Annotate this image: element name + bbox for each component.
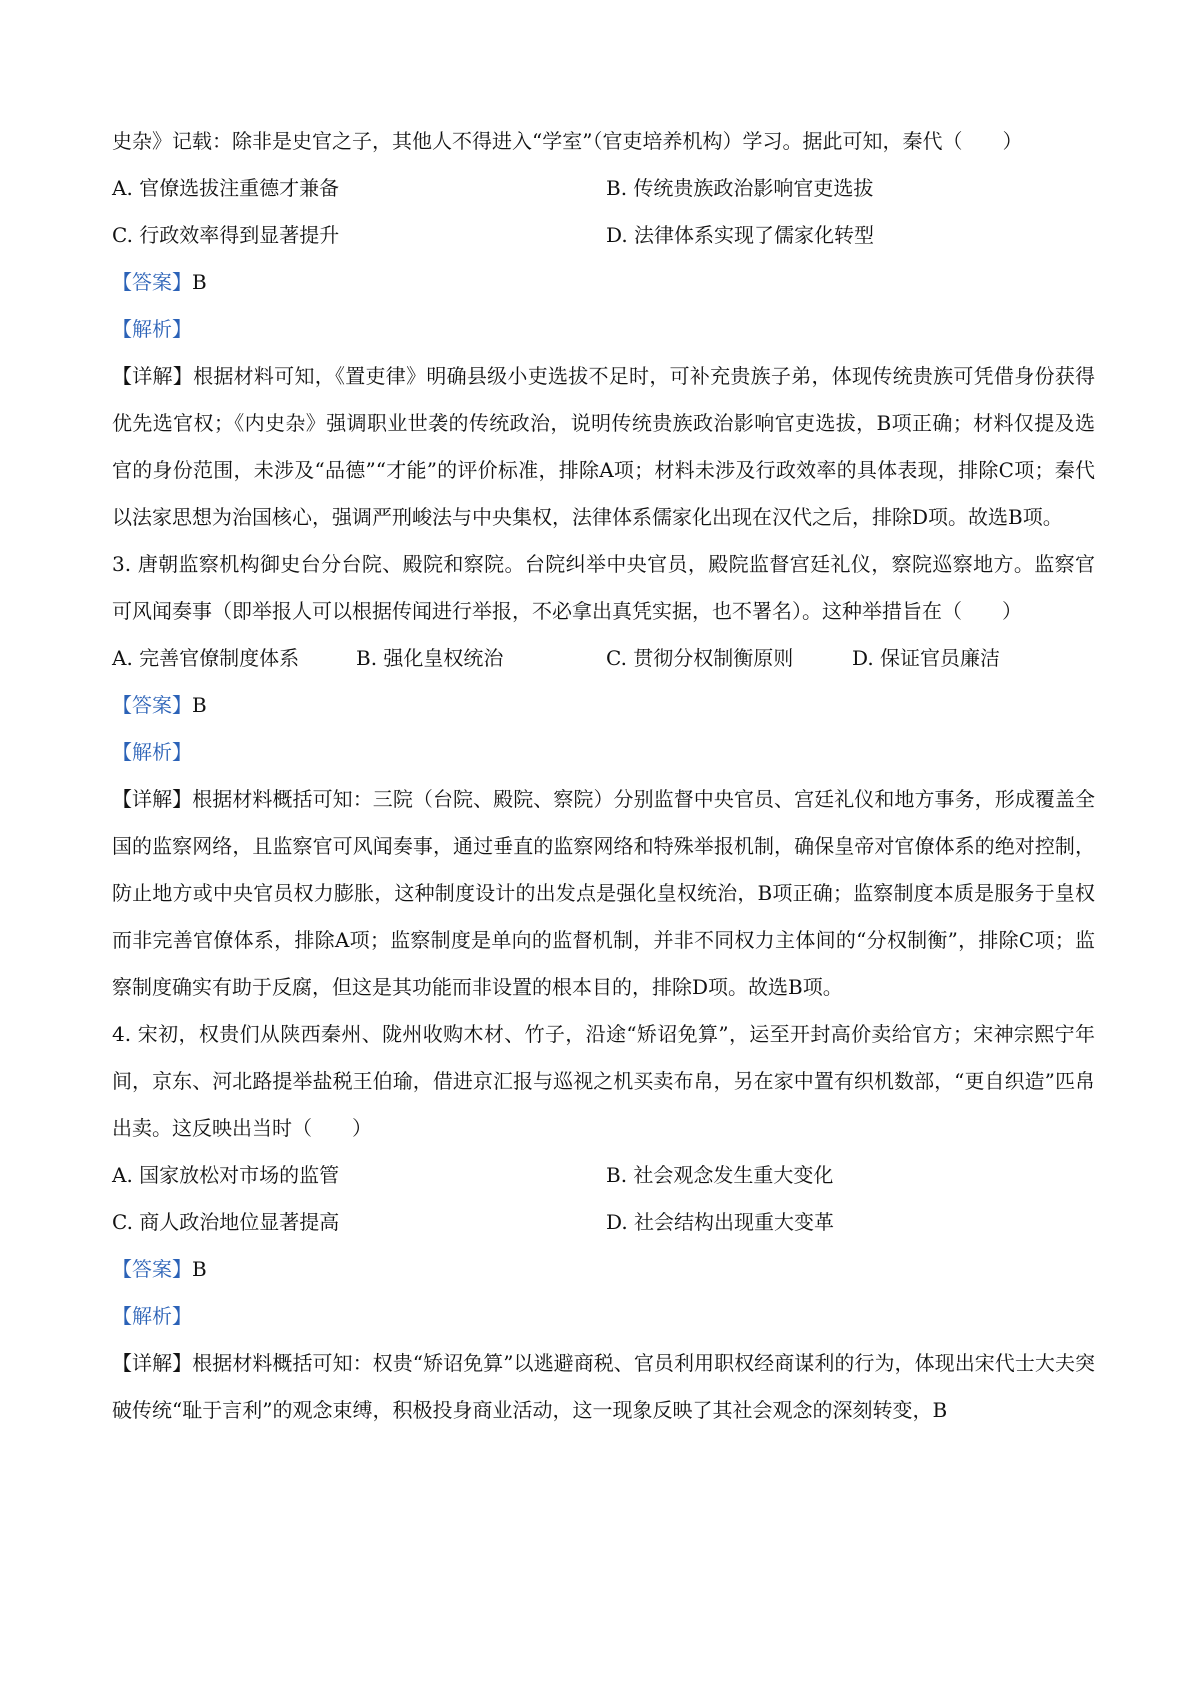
q3-answer-label: 【答案】 [112, 693, 192, 717]
q4-stem: 4. 宋初，权贵们从陕西秦州、陇州收购木材、竹子，沿途“矫诏免算”，运至开封高价卖给官方；宋神宗熙宁年间，京东、河北路提举盐税王伯瑜，借进京汇报与巡视之机买卖布帛，另在家中置有织机数部，“更自织造”匹帛出卖。这反映出当时（ ） [112, 1022, 1095, 1140]
q4-answer-label: 【答案】 [112, 1257, 192, 1281]
q3-analysis-label: 【解析】 [112, 740, 192, 764]
q3-analysis [112, 729, 1095, 776]
q4-analysis-label: 【解析】 [112, 1304, 192, 1328]
q4-option-c: C. 商人政治地位显著提高 [112, 1210, 340, 1234]
q2-options-row-1 [112, 165, 1095, 212]
q2-option-c: C. 行政效率得到显著提升 [112, 223, 340, 247]
document-content [112, 118, 1095, 1434]
q3-detail-text: 根据材料概括可知：三院（台院、殿院、察院）分别监督中央官员、宫廷礼仪和地方事务，形成覆盖全国的监察网络，且监察官可风闻奏事，通过垂直的监察网络和特殊举报机制，确保皇帝对官僚体系的绝对控制，防止地方或中央官员权力膨胀，这种制度设计的出发点是强化皇权统治，B项正确；监察制度本质是服务于皇权而非完善官僚体系，排除A项；监察制度是单向的监督机制，并非不同权力主体间的“分权制衡”，排除C项；监察制度确实有助于反腐，但这是其功能而非设置的根本目的，排除D项。故选B项。 [112, 787, 1095, 999]
q3-answer [112, 682, 1095, 729]
q3-options-row [112, 635, 1095, 682]
q3-stem: 3. 唐朝监察机构御史台分台院、殿院和察院。台院纠举中央官员，殿院监督宫廷礼仪，察院巡察地方。监察官可风闻奏事（即举报人可以根据传闻进行举报，不必拿出真凭实据，也不署名）。这种举措旨在（ ） [112, 552, 1095, 623]
q4-options-row-2 [112, 1199, 1095, 1246]
q3-option-a: A. 完善官僚制度体系 [112, 646, 300, 670]
q2-answer-label: 【答案】 [112, 270, 192, 294]
q4-answer [112, 1246, 1095, 1293]
q3-answer-value: B [192, 693, 207, 717]
q3-option-d: D. 保证官员廉洁 [852, 646, 1001, 670]
q2-detail-text: 根据材料可知，《置吏律》明确县级小吏选拔不足时，可补充贵族子弟，体现传统贵族可凭借身份获得优先选官权；《内史杂》强调职业世袭的传统政治，说明传统贵族政治影响官吏选拔，B项正确；材料仅提及选官的身份范围，未涉及“品德”“才能”的评价标准，排除A项；材料未涉及行政效率的具体表现，排除C项；秦代以法家思想为治国核心，强调严刑峻法与中央集权，法律体系儒家化出现在汉代之后，排除D项。故选B项。 [112, 364, 1096, 529]
q4-options-row-1 [112, 1152, 1095, 1199]
q4-detail-label: 【详解】 [112, 1351, 193, 1375]
q2-answer-value: B [192, 270, 207, 294]
q3-detail-label: 【详解】 [112, 787, 193, 811]
q2-stem-tail: 史杂》记载：除非是史官之子，其他人不得进入“学室”（官吏培养机构）学习。据此可知，秦代（ ） [112, 129, 1023, 153]
q4-option-d: D. 社会结构出现重大变革 [606, 1210, 835, 1234]
q4-analysis [112, 1293, 1095, 1340]
q3-option-b: B. 强化皇权统治 [356, 646, 504, 670]
q2-option-d: D. 法律体系实现了儒家化转型 [606, 223, 875, 247]
q3-detail [112, 776, 1095, 1011]
q2-detail-label: 【详解】 [112, 364, 194, 388]
q2-detail [112, 353, 1095, 541]
q2-answer [112, 259, 1095, 306]
q4-option-a: A. 国家放松对市场的监管 [112, 1163, 340, 1187]
q4-option-b: B. 社会观念发生重大变化 [606, 1163, 834, 1187]
q3-option-c: C. 贯彻分权制衡原则 [606, 646, 794, 670]
q2-analysis-label: 【解析】 [112, 317, 192, 341]
q2-option-a: A. 官僚选拔注重德才兼备 [112, 176, 340, 200]
q2-options-row-2 [112, 212, 1095, 259]
q2-analysis [112, 306, 1095, 353]
q2-option-b: B. 传统贵族政治影响官吏选拔 [606, 176, 874, 200]
q4-detail-text: 根据材料概括可知：权贵“矫诏免算”以逃避商税、官员利用职权经商谋利的行为，体现出宋代士大夫突破传统“耻于言利”的观念束缚，积极投身商业活动，这一现象反映了其社会观念的深刻转变，B [112, 1351, 1096, 1422]
q4-answer-value: B [192, 1257, 207, 1281]
q4-detail [112, 1340, 1095, 1434]
